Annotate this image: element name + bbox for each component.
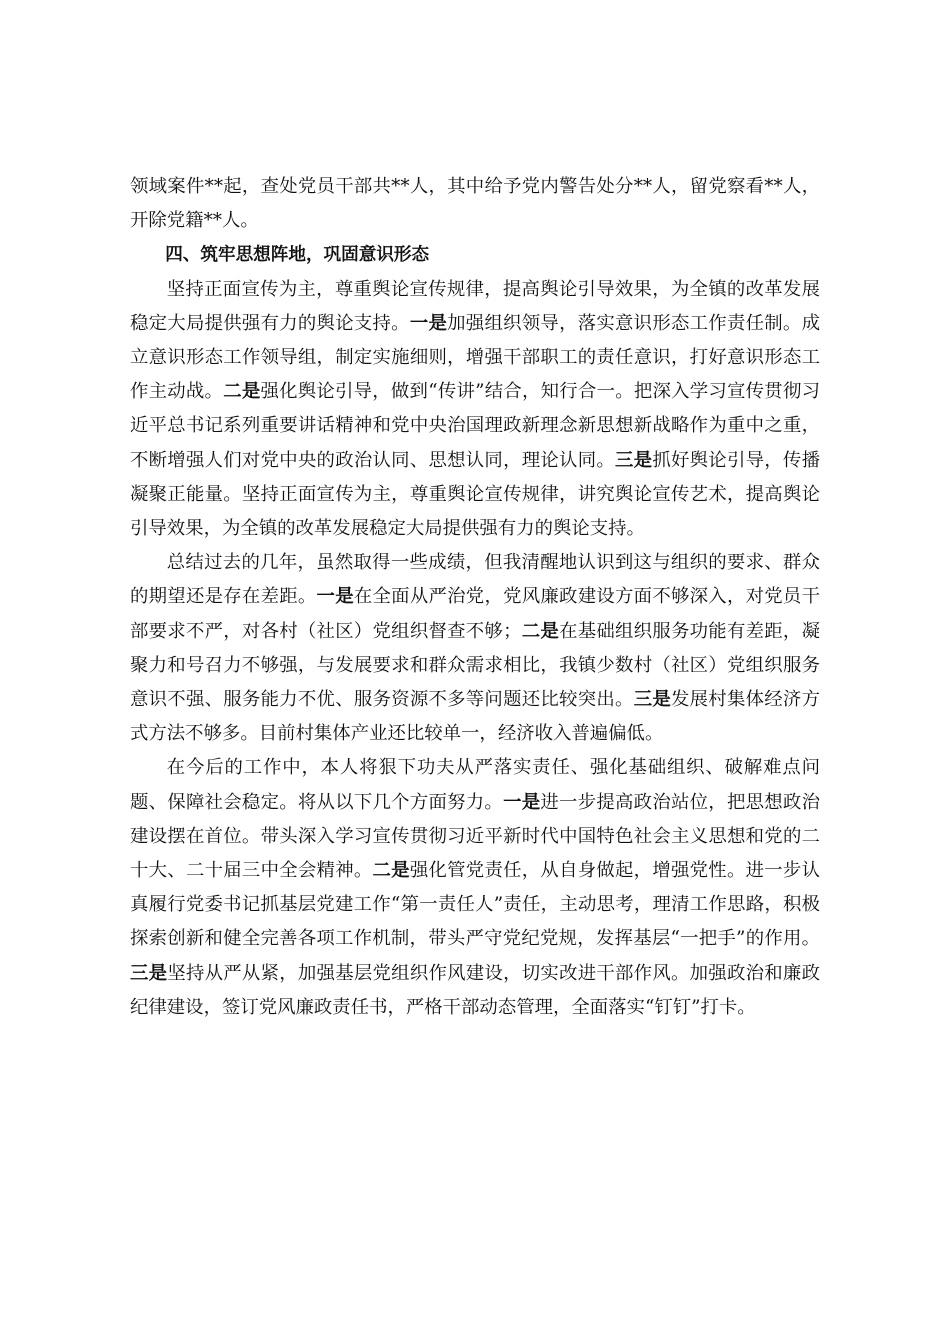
continuation-paragraph: 领域案件**起，查处党员干部共**人，其中给予党内警告处分**人，留党察看**人，开除党籍**人。 xyxy=(130,176,820,232)
keyword-first: 一是 xyxy=(316,586,354,608)
paragraph-text: 坚持正面宣传为主，尊重舆论宣传规律，提高舆论引导效果，为全镇的改革发展稳定大局提供强有力的舆论支持。 xyxy=(130,278,820,334)
paragraph-text: 发展村集体经济方式方法不够多。目前村集体产业还比较单一，经济收入普遍偏低。 xyxy=(130,689,820,745)
keyword-first: 一是 xyxy=(409,312,448,334)
paragraph-text: 进一步提高政治站位，把思想政治建设摆在首位。带头深入学习宣传贯彻习近平新时代中国特色社会主义思想和党的二十大、二十届三中全会精神。 xyxy=(130,791,820,882)
document-body xyxy=(130,170,820,1025)
paragraph-text: 强化管党责任，从自身做起，增强党性。进一步认真履行党委书记抓基层党建工作“第一责任人”责任，主动思考，理清工作思路，积极探索创新和健全完善各项工作机制，带头严守党纪党规，发挥基层“一把手”的作用。 xyxy=(130,860,820,950)
future-work-paragraph xyxy=(130,751,820,1025)
paragraph-text: 强化舆论引导，做到“传讲”结合，知行合一。把深入学习宣传贯彻习近平总书记系列重要讲话精神和党中央治国理政新理念新思想新战略作为重中之重，不断增强人们对党中央的政治认同、思想认同，理论认同。 xyxy=(130,381,820,471)
keyword-first: 一是 xyxy=(503,791,541,813)
keyword-third: 三是 xyxy=(615,449,653,471)
paragraph-text: 加强组织领导，落实意识形态工作责任制。成立意识形态工作领导组，制定实施细则，增强干部职工的责任意识，打好意识形态工作主动战。 xyxy=(130,312,820,403)
shortcomings-paragraph xyxy=(130,546,820,751)
paragraph-text: 在基础组织服务功能有差距，凝聚力和号召力不够强，与发展要求和群众需求相比，我镇少数村（社区）党组织服务意识不强、服务能力不优、服务资源不多等问题还比较突出。 xyxy=(130,620,820,711)
keyword-third: 三是 xyxy=(130,962,168,984)
ideology-paragraph xyxy=(130,273,820,547)
keyword-second: 二是 xyxy=(223,381,261,403)
paragraph-text: 在全面从严治党，党风廉政建设方面不够深入，对党员干部要求不严，对各村（社区）党组织督查不够； xyxy=(130,586,820,642)
paragraph-text: 在今后的工作中，本人将狠下功夫从严落实责任、强化基础组织、破解难点问题、保障社会稳定。将从以下几个方面努力。 xyxy=(130,757,820,813)
paragraph-text: 抓好舆论引导，传播凝聚正能量。坚持正面宣传为主，尊重舆论宣传规律，讲究舆论宣传艺术，提高舆论引导效果，为全镇的改革发展稳定大局提供强有力的舆论支持。 xyxy=(130,449,820,540)
keyword-second: 二是 xyxy=(521,620,560,642)
paragraph-text: 坚持从严从紧，加强基层党组织作风建设，切实改进干部作风。加强政治和廉政纪律建设，签订党风廉政责任书，严格干部动态管理，全面落实“钉钉”打卡。 xyxy=(130,962,820,1018)
paragraph-text: 总结过去的几年，虽然取得一些成绩，但我清醒地认识到这与组织的要求、群众的期望还是存在差距。 xyxy=(130,552,820,608)
section-heading: 四、筑牢思想阵地，巩固意识形态 xyxy=(165,245,430,266)
keyword-second: 二是 xyxy=(372,860,410,882)
keyword-third: 三是 xyxy=(633,689,671,711)
